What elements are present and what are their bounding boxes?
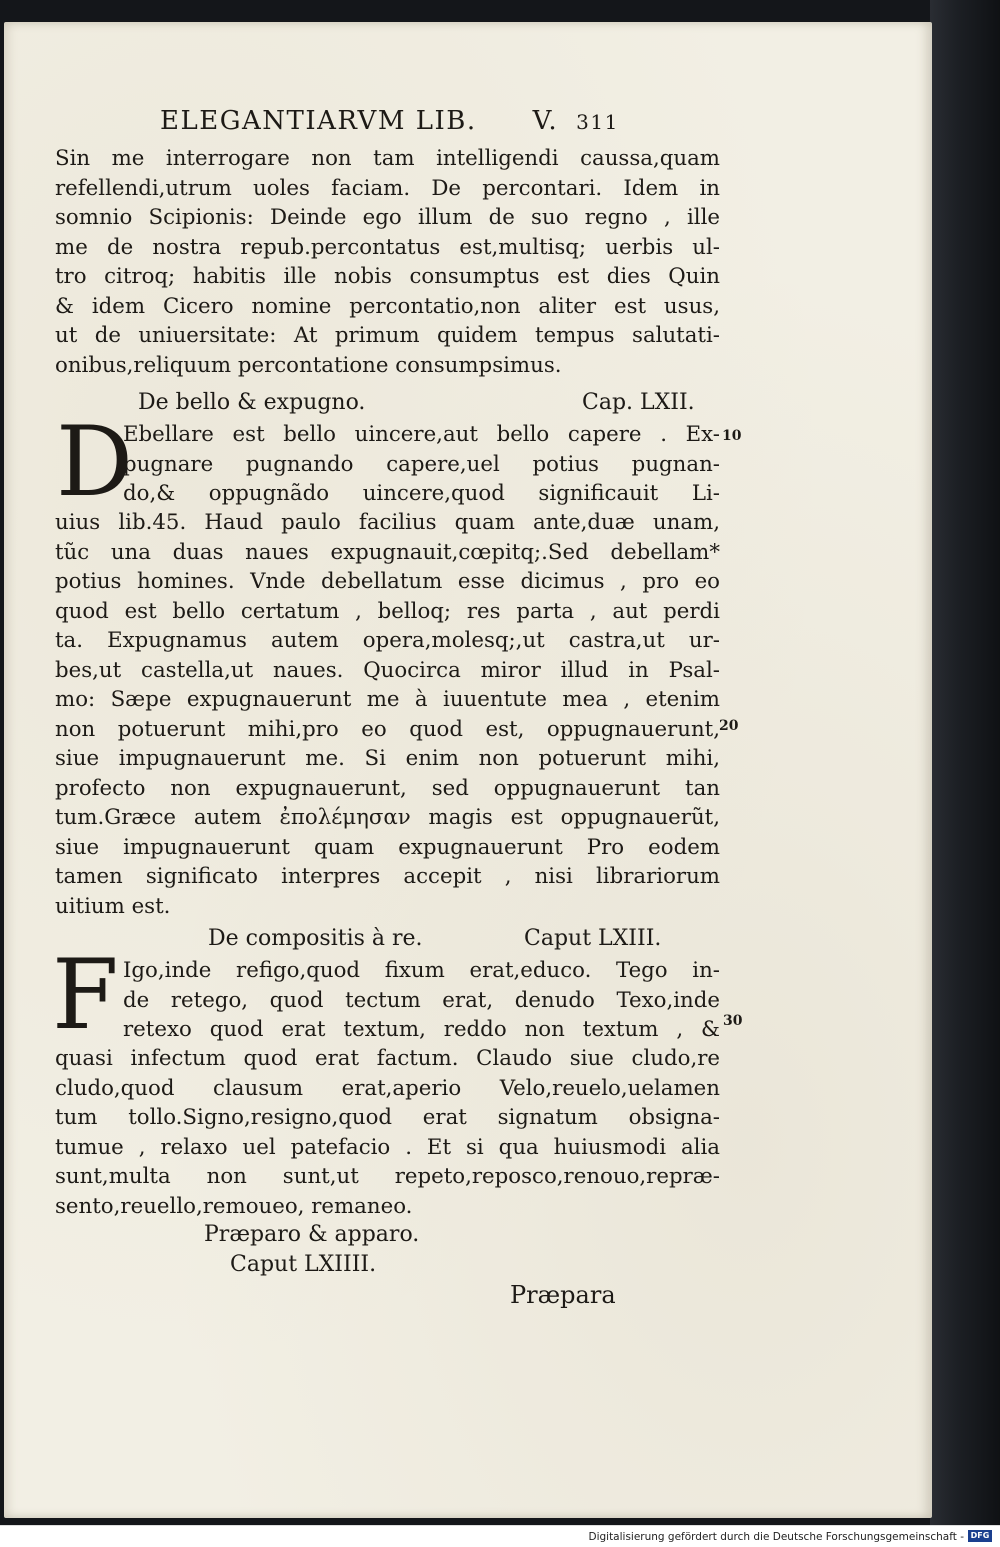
catchword: Præpara bbox=[510, 1281, 616, 1309]
text-line: tũc una duas naues expugnauit,cœpitq;.Sed debellam* bbox=[55, 539, 720, 565]
text-line: tum.Græce autem ἐπολέμησαν magis est oppugnauerũt, bbox=[55, 805, 720, 830]
chapter-number: Caput LXIIII. bbox=[230, 1252, 377, 1277]
text-line: quasi infectum quod erat factum. Claudo siue cludo,re bbox=[55, 1046, 720, 1071]
text-line: uius lib.45. Haud paulo facilius quam ante,duæ unam, bbox=[55, 510, 720, 535]
text-line: me de nostra repub.percontatus est,multisq; uerbis ul- bbox=[55, 234, 720, 260]
text-line: Sin me interrogare non tam intelligendi caussa,quam bbox=[55, 146, 720, 171]
chapter-heading: De compositis à re. bbox=[208, 926, 423, 951]
chapter-heading: De bello & expugno. bbox=[138, 390, 366, 415]
chapter-number: Caput LXIII. bbox=[524, 926, 662, 951]
text-line: & idem Cicero nomine percontatio,non aliter est usus, bbox=[55, 293, 720, 319]
text-line: pugnare pugnando capere,uel potius pugnan- bbox=[123, 451, 720, 477]
header-title: ELEGANTIARVM LIB. bbox=[160, 106, 477, 136]
text-line: tamen significato interpres accepit , nisi librariorum bbox=[55, 864, 720, 889]
text-line: ta. Expugnamus autem opera,molesq;,ut castra,ut ur- bbox=[55, 628, 720, 653]
text-line: mo: Sæpe expugnauerunt me à iuuentute mea , etenim bbox=[55, 687, 720, 712]
digitization-footer bbox=[0, 1525, 1000, 1547]
intro-paragraph bbox=[55, 144, 720, 380]
chapter-63-opening bbox=[55, 956, 720, 1045]
text-line: non potuerunt mihi,pro eo quod est, oppugnauerunt, bbox=[55, 716, 720, 742]
text-line: onibus,reliquum percontatione consumpsimus. bbox=[55, 352, 562, 378]
text-line: sento,reuello,remoueo, remaneo. bbox=[55, 1193, 413, 1219]
text-line: siue impugnauerunt me. Si enim non potuerunt mihi, bbox=[55, 746, 720, 771]
text-line: de retego, quod tectum erat, denudo Texo,inde bbox=[123, 987, 720, 1013]
marginal-line-number: 30 bbox=[723, 1013, 743, 1029]
text-line: tro citroq; habitis ille nobis consumptus est dies Quin bbox=[55, 264, 720, 289]
text-line: ut de uniuersitate: At primum quidem tempus salutati- bbox=[55, 323, 720, 348]
funding-credit: Digitalisierung gefördert durch die Deutsche Forschungsgemeinschaft - bbox=[588, 1531, 964, 1543]
drop-capital: D bbox=[56, 406, 133, 518]
facing-page-edge bbox=[930, 0, 1000, 1525]
chapter-number: Cap. LXII. bbox=[582, 390, 695, 415]
text-line: Igo,inde refigo,quod fixum erat,educo. Tego in- bbox=[123, 958, 720, 983]
page-number: 311 bbox=[576, 110, 619, 134]
text-line: do,& oppugnãdo uincere,quod significauit Li- bbox=[123, 481, 720, 506]
running-header bbox=[160, 106, 619, 136]
drop-capital: F bbox=[52, 939, 119, 1051]
text-line: profecto non expugnauerunt, sed oppugnauerunt tan bbox=[55, 775, 720, 801]
marginal-line-number: 10 bbox=[722, 428, 742, 444]
chapter-heading: Præparo & apparo. bbox=[204, 1222, 420, 1247]
text-line: bes,ut castella,ut naues. Quocirca miror illud in Psal- bbox=[55, 657, 720, 683]
text-line: sunt,multa non sunt,ut repeto,reposco,renouo,repræ- bbox=[55, 1164, 720, 1189]
marginal-line-number: 20 bbox=[719, 718, 739, 734]
header-folio: V. bbox=[532, 106, 559, 136]
text-line: refellendi,utrum uoles faciam. De percontari. Idem in bbox=[55, 175, 720, 201]
text-line: quod est bello certatum , belloq; res parta , aut perdi bbox=[55, 598, 720, 624]
text-line: potius homines. Vnde debellatum esse dicimus , pro eo bbox=[55, 569, 720, 594]
text-line: Ebellare est bello uincere,aut bello capere . Ex- bbox=[123, 422, 720, 447]
text-line: tumue , relaxo uel patefacio . Et si qua huiusmodi alia bbox=[55, 1134, 720, 1160]
chapter-62-body bbox=[55, 508, 720, 921]
dfg-logo: DFG bbox=[968, 1530, 992, 1542]
text-line: retexo quod erat textum, reddo non textum , & bbox=[123, 1017, 720, 1042]
text-line: somnio Scipionis: Deinde ego illum de suo regno , ille bbox=[55, 205, 720, 230]
text-line: tum tollo.Signo,resigno,quod erat signatum obsigna- bbox=[55, 1105, 720, 1130]
chapter-63-body bbox=[55, 1044, 720, 1221]
text-line: uitium est. bbox=[55, 893, 171, 919]
chapter-62-opening bbox=[55, 420, 720, 509]
text-line: siue impugnauerunt quam expugnauerunt Pro eodem bbox=[55, 834, 720, 860]
text-line: cludo,quod clausum erat,aperio Velo,reuelo,uelamen bbox=[55, 1075, 720, 1101]
